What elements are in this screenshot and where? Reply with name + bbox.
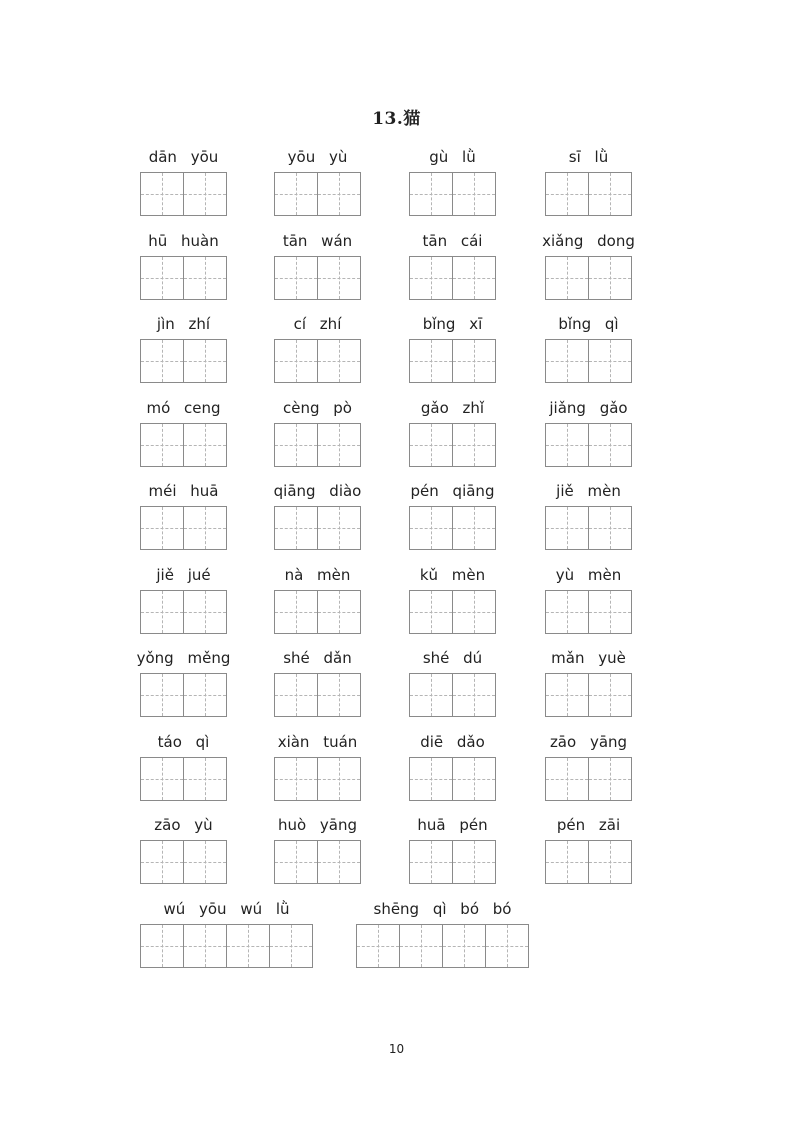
writing-boxes <box>409 339 496 383</box>
tianzige-box[interactable] <box>545 172 589 216</box>
writing-boxes <box>409 757 496 801</box>
tianzige-box[interactable] <box>545 423 589 467</box>
pinyin-label: shé dú <box>422 649 483 667</box>
tianzige-box[interactable] <box>588 506 632 550</box>
writing-boxes <box>545 339 632 383</box>
writing-boxes <box>274 590 361 634</box>
tianzige-box[interactable] <box>317 590 361 634</box>
tianzige-box[interactable] <box>140 840 184 884</box>
tianzige-box[interactable] <box>140 590 184 634</box>
pinyin-label: nà mèn <box>284 566 351 584</box>
tianzige-box[interactable] <box>183 590 227 634</box>
word-cell <box>409 232 496 302</box>
tianzige-box[interactable] <box>452 339 496 383</box>
writing-boxes <box>274 673 361 717</box>
tianzige-box[interactable] <box>545 673 589 717</box>
tianzige-box[interactable] <box>409 590 453 634</box>
writing-boxes <box>545 172 632 216</box>
tianzige-box[interactable] <box>140 506 184 550</box>
tianzige-box[interactable] <box>140 339 184 383</box>
writing-boxes <box>545 673 632 717</box>
pinyin-label: yōu yù <box>287 148 348 166</box>
tianzige-box[interactable] <box>274 673 318 717</box>
word-cell <box>545 399 632 469</box>
tianzige-box[interactable] <box>317 506 361 550</box>
writing-boxes <box>409 673 496 717</box>
word-cell <box>409 399 496 469</box>
word-cell <box>274 399 361 469</box>
word-cell <box>409 733 496 803</box>
tianzige-box[interactable] <box>274 423 318 467</box>
pinyin-label: bǐng xī <box>422 315 483 333</box>
writing-boxes <box>140 757 227 801</box>
tianzige-box[interactable] <box>269 924 313 968</box>
tianzige-box[interactable] <box>140 924 184 968</box>
pinyin-label: xiàn tuán <box>277 733 358 751</box>
pinyin-label: yù mèn <box>555 566 622 584</box>
word-cell <box>274 816 361 886</box>
writing-boxes <box>274 172 361 216</box>
word-cell <box>274 232 361 302</box>
writing-boxes <box>545 590 632 634</box>
writing-boxes <box>274 757 361 801</box>
tianzige-box[interactable] <box>409 757 453 801</box>
tianzige-box[interactable] <box>317 256 361 300</box>
tianzige-box[interactable] <box>317 673 361 717</box>
pinyin-label: tān cái <box>422 232 483 250</box>
writing-boxes <box>545 256 632 300</box>
tianzige-box[interactable] <box>485 924 529 968</box>
tianzige-box[interactable] <box>409 840 453 884</box>
tianzige-box[interactable] <box>409 673 453 717</box>
word-cell <box>545 649 632 719</box>
pinyin-label: jiě mèn <box>556 482 621 500</box>
word-cell <box>140 148 227 218</box>
word-cell <box>545 733 632 803</box>
pinyin-label: méi huā <box>148 482 219 500</box>
tianzige-box[interactable] <box>274 256 318 300</box>
tianzige-box[interactable] <box>452 256 496 300</box>
page-number: 10 <box>388 1042 405 1056</box>
word-cell <box>545 566 632 636</box>
word-cell <box>140 232 227 302</box>
word-cell <box>140 733 227 803</box>
tianzige-box[interactable] <box>356 924 400 968</box>
word-cell <box>545 148 632 218</box>
tianzige-box[interactable] <box>588 673 632 717</box>
word-cell <box>274 148 361 218</box>
word-cell <box>140 315 227 385</box>
tianzige-box[interactable] <box>452 757 496 801</box>
pinyin-label: cèng pò <box>283 399 352 417</box>
writing-boxes <box>409 256 496 300</box>
writing-boxes <box>545 423 632 467</box>
pinyin-label: gǎo zhǐ <box>420 399 485 417</box>
tianzige-box[interactable] <box>588 757 632 801</box>
writing-boxes <box>140 256 227 300</box>
pinyin-label: zāo yāng <box>549 733 628 751</box>
pinyin-label: pén zāi <box>556 816 621 834</box>
writing-boxes <box>140 924 313 968</box>
pinyin-label: zāo yù <box>154 816 213 834</box>
word-cell <box>136 649 231 719</box>
word-cell <box>274 482 361 552</box>
tianzige-box[interactable] <box>588 423 632 467</box>
writing-boxes <box>140 423 227 467</box>
tianzige-box[interactable] <box>317 339 361 383</box>
tianzige-box[interactable] <box>317 757 361 801</box>
word-cell <box>140 566 227 636</box>
word-cell <box>140 482 227 552</box>
writing-boxes <box>140 840 227 884</box>
pinyin-label: jìn zhí <box>156 315 211 333</box>
tianzige-box[interactable] <box>140 673 184 717</box>
word-cell <box>274 315 361 385</box>
writing-boxes <box>545 757 632 801</box>
tianzige-box[interactable] <box>545 256 589 300</box>
tianzige-box[interactable] <box>183 840 227 884</box>
pinyin-label: tān wán <box>282 232 353 250</box>
tianzige-box[interactable] <box>183 339 227 383</box>
tianzige-box[interactable] <box>409 506 453 550</box>
tianzige-box[interactable] <box>409 172 453 216</box>
tianzige-box[interactable] <box>452 673 496 717</box>
tianzige-box[interactable] <box>140 256 184 300</box>
word-cell <box>409 566 496 636</box>
writing-boxes <box>409 423 496 467</box>
writing-boxes <box>274 423 361 467</box>
word-cell <box>409 816 496 886</box>
tianzige-box[interactable] <box>545 506 589 550</box>
pinyin-label: huā pén <box>417 816 488 834</box>
tianzige-box[interactable] <box>409 423 453 467</box>
tianzige-box[interactable] <box>409 339 453 383</box>
writing-boxes <box>545 506 632 550</box>
pinyin-label: hū huàn <box>148 232 219 250</box>
word-cell <box>542 232 635 302</box>
word-cell <box>274 566 361 636</box>
pinyin-label: táo qì <box>157 733 210 751</box>
tianzige-box[interactable] <box>183 757 227 801</box>
tianzige-box[interactable] <box>274 840 318 884</box>
word-cell <box>274 649 361 719</box>
writing-boxes <box>274 256 361 300</box>
tianzige-box[interactable] <box>452 590 496 634</box>
pinyin-label: dān yōu <box>148 148 219 166</box>
tianzige-box[interactable] <box>140 172 184 216</box>
pinyin-label: pén qiāng <box>410 482 495 500</box>
tianzige-box[interactable] <box>140 423 184 467</box>
tianzige-box[interactable] <box>452 423 496 467</box>
pinyin-label: kǔ mèn <box>419 566 486 584</box>
tianzige-box[interactable] <box>140 757 184 801</box>
pinyin-label: wú yōu wú lǜ <box>163 900 290 918</box>
tianzige-box[interactable] <box>452 840 496 884</box>
tianzige-box[interactable] <box>588 590 632 634</box>
tianzige-box[interactable] <box>317 840 361 884</box>
tianzige-box[interactable] <box>545 590 589 634</box>
tianzige-box[interactable] <box>274 590 318 634</box>
tianzige-box[interactable] <box>588 840 632 884</box>
pinyin-label: mǎn yuè <box>551 649 626 667</box>
word-cell <box>409 649 496 719</box>
pinyin-label: shé dǎn <box>283 649 352 667</box>
tianzige-box[interactable] <box>588 339 632 383</box>
writing-boxes <box>274 506 361 550</box>
tianzige-box[interactable] <box>588 172 632 216</box>
tianzige-box[interactable] <box>409 256 453 300</box>
pinyin-label: sī lǜ <box>568 148 609 166</box>
word-cell <box>409 482 496 552</box>
tianzige-box[interactable] <box>442 924 486 968</box>
writing-boxes <box>140 506 227 550</box>
writing-boxes <box>140 590 227 634</box>
writing-boxes <box>140 172 227 216</box>
tianzige-box[interactable] <box>183 506 227 550</box>
pinyin-label: huò yāng <box>277 816 358 834</box>
tianzige-box[interactable] <box>183 924 227 968</box>
writing-boxes <box>409 840 496 884</box>
pinyin-label: yǒng měng <box>136 649 231 667</box>
word-cell <box>356 900 529 970</box>
writing-boxes <box>274 339 361 383</box>
tianzige-box[interactable] <box>545 339 589 383</box>
tianzige-box[interactable] <box>317 172 361 216</box>
word-cell <box>545 816 632 886</box>
word-cell <box>140 900 313 970</box>
tianzige-box[interactable] <box>452 506 496 550</box>
pinyin-label: bǐng qì <box>558 315 619 333</box>
tianzige-box[interactable] <box>452 172 496 216</box>
tianzige-box[interactable] <box>183 673 227 717</box>
tianzige-box[interactable] <box>545 840 589 884</box>
writing-boxes <box>409 506 496 550</box>
word-cell <box>545 315 632 385</box>
tianzige-box[interactable] <box>274 757 318 801</box>
tianzige-box[interactable] <box>183 256 227 300</box>
writing-boxes <box>140 339 227 383</box>
pinyin-label: xiǎng dong <box>542 232 635 250</box>
tianzige-box[interactable] <box>274 506 318 550</box>
pinyin-label: qiāng diào <box>273 482 362 500</box>
writing-boxes <box>140 673 227 717</box>
pinyin-label: mó ceng <box>146 399 221 417</box>
writing-boxes <box>409 590 496 634</box>
word-cell <box>409 148 496 218</box>
tianzige-box[interactable] <box>317 423 361 467</box>
tianzige-box[interactable] <box>226 924 270 968</box>
writing-boxes <box>356 924 529 968</box>
word-cell <box>140 816 227 886</box>
tianzige-box[interactable] <box>274 339 318 383</box>
pinyin-label: diē dǎo <box>420 733 485 751</box>
tianzige-box[interactable] <box>183 423 227 467</box>
word-cell <box>545 482 632 552</box>
word-cell <box>409 315 496 385</box>
writing-boxes <box>274 840 361 884</box>
word-cell <box>140 399 227 469</box>
page-title: 13.猫 <box>372 109 421 129</box>
tianzige-box[interactable] <box>274 172 318 216</box>
tianzige-box[interactable] <box>588 256 632 300</box>
pinyin-label: cí zhí <box>293 315 342 333</box>
tianzige-box[interactable] <box>545 757 589 801</box>
pinyin-label: jiě jué <box>156 566 211 584</box>
tianzige-box[interactable] <box>183 172 227 216</box>
word-cell <box>274 733 361 803</box>
pinyin-label: jiǎng gǎo <box>549 399 628 417</box>
pinyin-label: shēng qì bó bó <box>373 900 512 918</box>
tianzige-box[interactable] <box>399 924 443 968</box>
pinyin-label: gù lǜ <box>429 148 476 166</box>
writing-boxes <box>409 172 496 216</box>
writing-boxes <box>545 840 632 884</box>
